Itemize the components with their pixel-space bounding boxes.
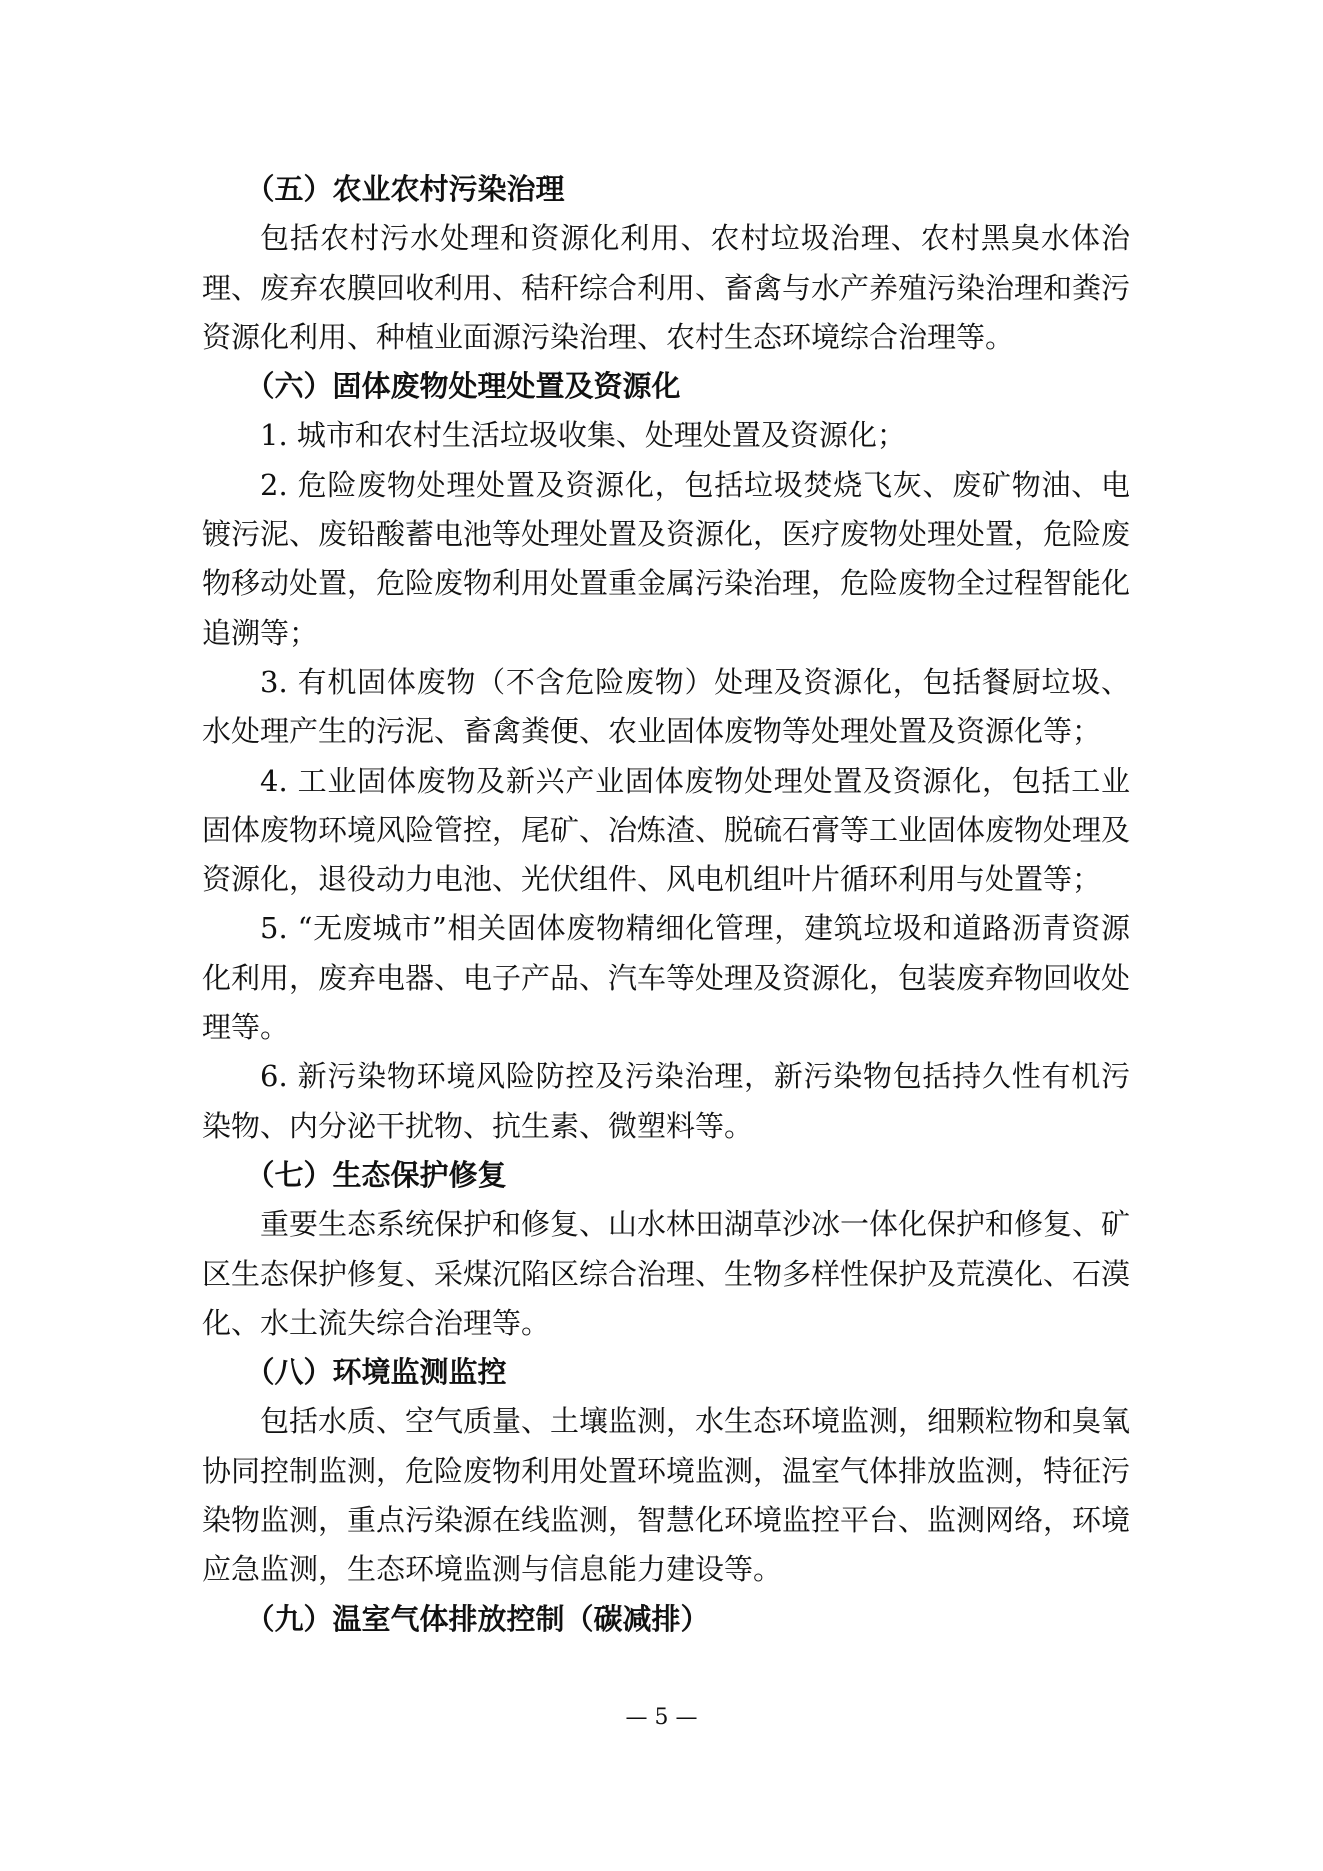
document-body — [202, 165, 1130, 1644]
section-heading: （五）农业农村污染治理 — [245, 172, 565, 206]
section-heading: （八）环境监测监控 — [245, 1355, 507, 1390]
list-item: 4. 工业固体废物及新兴产业固体废物处理处置及资源化，包括工业固体废物环境风险管控，尾矿、冶炼渣、脱硫石膏等工业固体废物处理及资源化，退役动力电池、光伏组件、风电机组叶片循环利用与处置等； — [202, 763, 1131, 897]
paragraph: 包括水质、空气质量、土壤监测，水生态环境监测，细颗粒物和臭氧协同控制监测，危险废物利用处置环境监测，温室气体排放监测，特征污染物监测，重点污染源在线监测，智慧化环境监控平台、监测网络，环境应急监测，生态环境监测与信息能力建设等。 — [202, 1404, 1131, 1587]
list-item: 2. 危险废物处理处置及资源化，包括垃圾焚烧飞灰、废矿物油、电镀污泥、废铅酸蓄电池等处理处置及资源化，医疗废物处理处置，危险废物移动处置，危险废物利用处置重金属污染治理，危险废物全过程智能化追溯等； — [202, 467, 1131, 650]
paragraph: 包括农村污水处理和资源化利用、农村垃圾治理、农村黑臭水体治理、废弃农膜回收利用、秸秆综合利用、畜禽与水产养殖污染治理和粪污资源化利用、种植业面源污染治理、农村生态环境综合治理等。 — [202, 221, 1131, 354]
list-item: 3. 有机固体废物（不含危险废物）处理及资源化，包括餐厨垃圾、水处理产生的污泥、畜禽粪便、农业固体废物等处理处置及资源化等； — [202, 664, 1130, 749]
paragraph: 重要生态系统保护和修复、山水林田湖草沙冰一体化保护和修复、矿区生态保护修复、采煤沉陷区综合治理、生物多样性保护及荒漠化、石漠化、水土流失综合治理等。 — [202, 1207, 1131, 1340]
section-heading: （九）温室气体排放控制（碳减排） — [245, 1601, 710, 1636]
list-item: 6. 新污染物环境风险防控及污染治理，新污染物包括持久性有机污染物、内分泌干扰物、抗生素、微塑料等。 — [202, 1059, 1130, 1143]
section-heading: （六）固体废物处理处置及资源化 — [245, 369, 681, 404]
list-item: 5. “无废城市”相关固体废物精细化管理，建筑垃圾和道路沥青资源化利用，废弃电器、电子产品、汽车等处理及资源化，包装废弃物回收处理等。 — [202, 911, 1131, 1045]
page-number: — 5 — — [625, 1705, 698, 1730]
list-item: 1. 城市和农村生活垃圾收集、处理处置及资源化； — [260, 418, 906, 453]
section-heading: （七）生态保护修复 — [245, 1157, 507, 1192]
